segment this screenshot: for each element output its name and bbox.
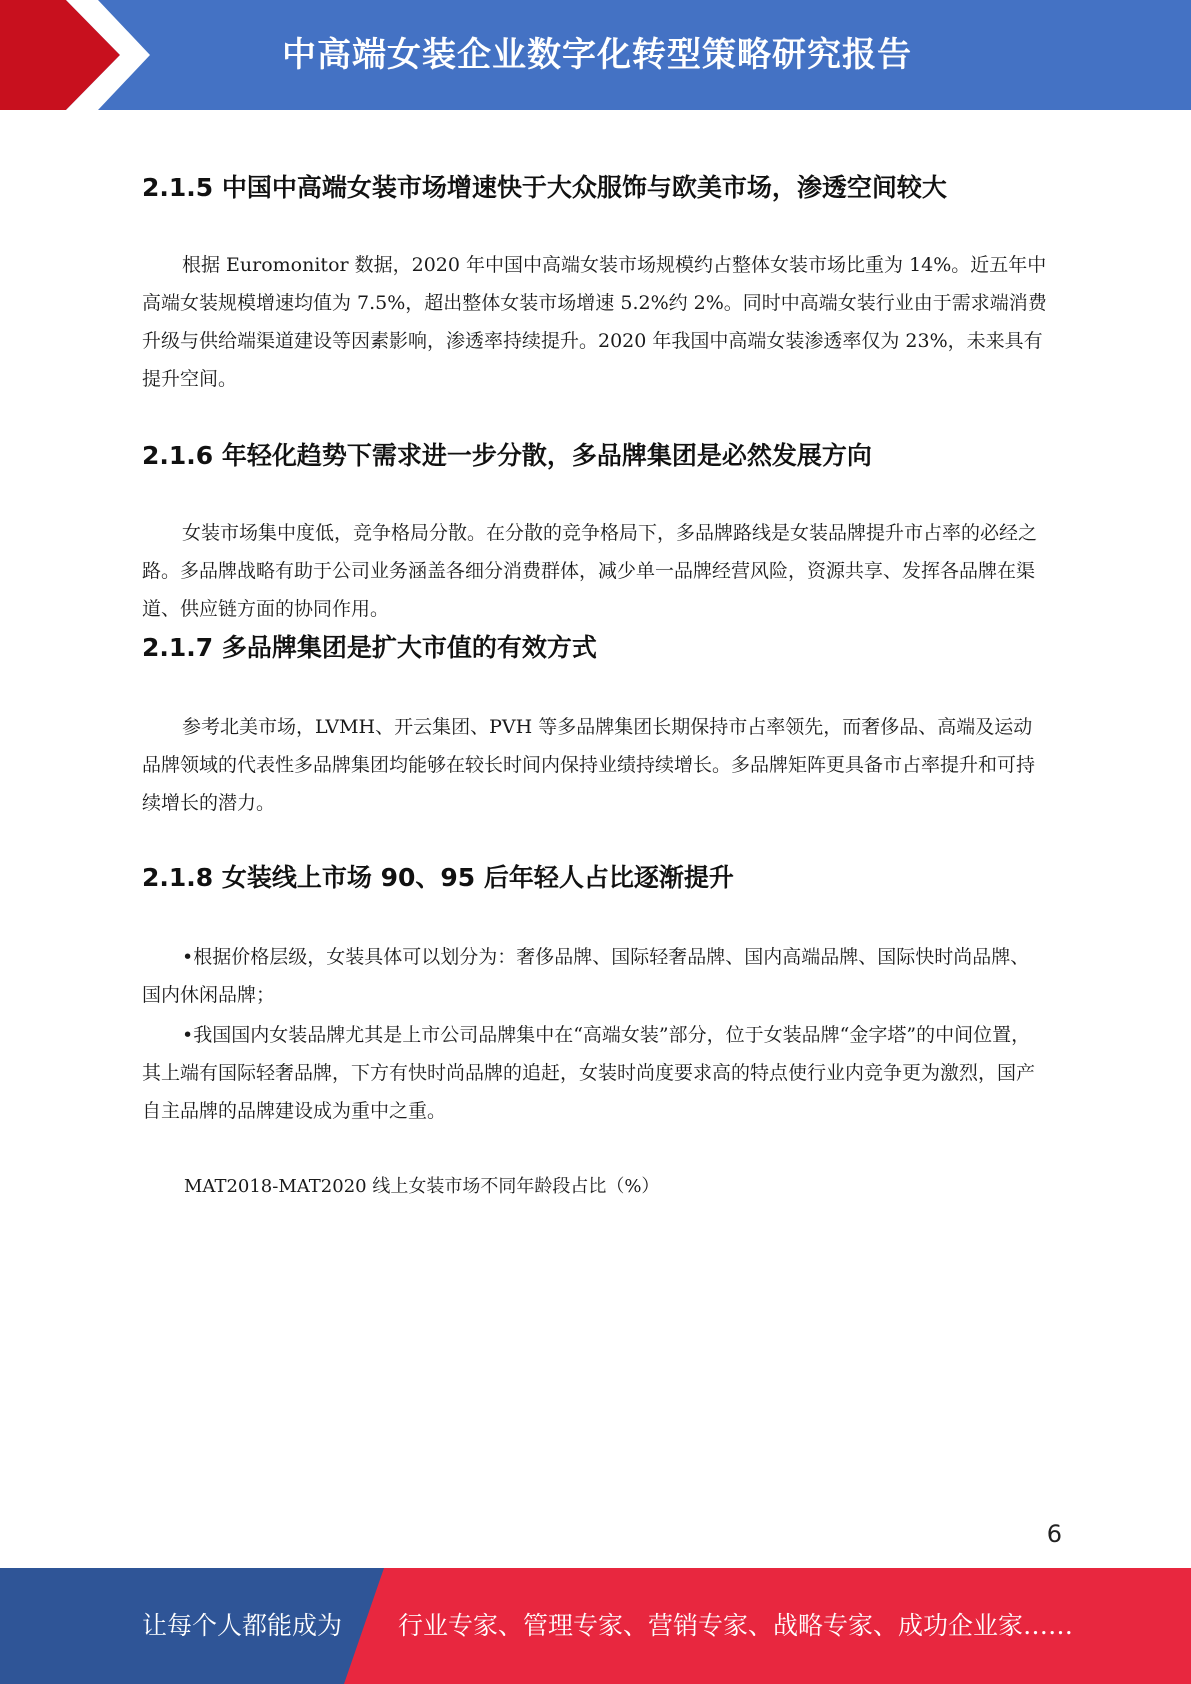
footer-slogan-right: 行业专家、管理专家、营销专家、战略专家、成功企业家…… — [398, 1611, 1074, 1640]
section-paragraph: 女装市场集中度低，竞争格局分散。在分散的竞争格局下，多品牌路线是女装品牌提升市占率的必经之路。多品牌战略有助于公司业务涵盖各细分消费群体，减少单一品牌经营风险，资源共享、发挥各品牌在渠道、供应链方面的协同作用。 — [142, 522, 1038, 620]
section-paragraph: •我国国内女装品牌尤其是上市公司品牌集中在“高端女装”部分，位于女装品牌“金字塔”的中间位置，其上端有国际轻奢品牌，下方有快时尚品牌的追赶，女装时尚度要求高的特点使行业内竞争更为激烈，国产自主品牌的品牌建设成为重中之重。 — [142, 1024, 1036, 1122]
section-heading-2-1-6: 2.1.6 年轻化趋势下需求进一步分散，多品牌集团是必然发展方向 — [142, 441, 872, 470]
section-paragraph: 参考北美市场，LVMH、开云集团、PVH 等多品牌集团长期保持市占率领先，而奢侈品、高端及运动品牌领域的代表性多品牌集团均能够在较长时间内保持业绩持续增长。多品牌矩阵更具备市占率提升和可持续增长的潜力。 — [142, 716, 1036, 814]
section-heading-2-1-8: 2.1.8 女装线上市场 90、95 后年轻人占比逐渐提升 — [142, 863, 734, 892]
page-number: 6 — [1046, 1520, 1062, 1548]
footer-slogan-left: 让每个人都能成为 — [142, 1611, 343, 1640]
page-footer — [0, 1568, 1191, 1684]
report-title: 中高端女装企业数字化转型策略研究报告 — [282, 35, 912, 75]
chart-caption: MAT2018-MAT2020 线上女装市场不同年龄段占比（%） — [184, 1176, 660, 1197]
section-paragraph: •根据价格层级，女装具体可以划分为：奢侈品牌、国际轻奢品牌、国内高端品牌、国际快时尚品牌、国内休闲品牌； — [142, 946, 1030, 1006]
section-heading-2-1-7: 2.1.7 多品牌集团是扩大市值的有效方式 — [142, 633, 597, 662]
section-heading-2-1-5: 2.1.5 中国中高端女装市场增速快于大众服饰与欧美市场，渗透空间较大 — [142, 173, 947, 202]
page-header — [0, 0, 1191, 110]
section-paragraph: 根据 Euromonitor 数据，2020 年中国中高端女装市场规模约占整体女装市场比重为 14%。近五年中高端女装规模增速均值为 7.5%，超出整体女装市场增速 5.2%约 2%。同时中高端女装行业由于需求端消费升级与供给端渠道建设等因素影响，渗透率持续提升。2020 年我国中高端女装渗透率仅为 23%，未来具有提升空间。 — [142, 254, 1047, 390]
